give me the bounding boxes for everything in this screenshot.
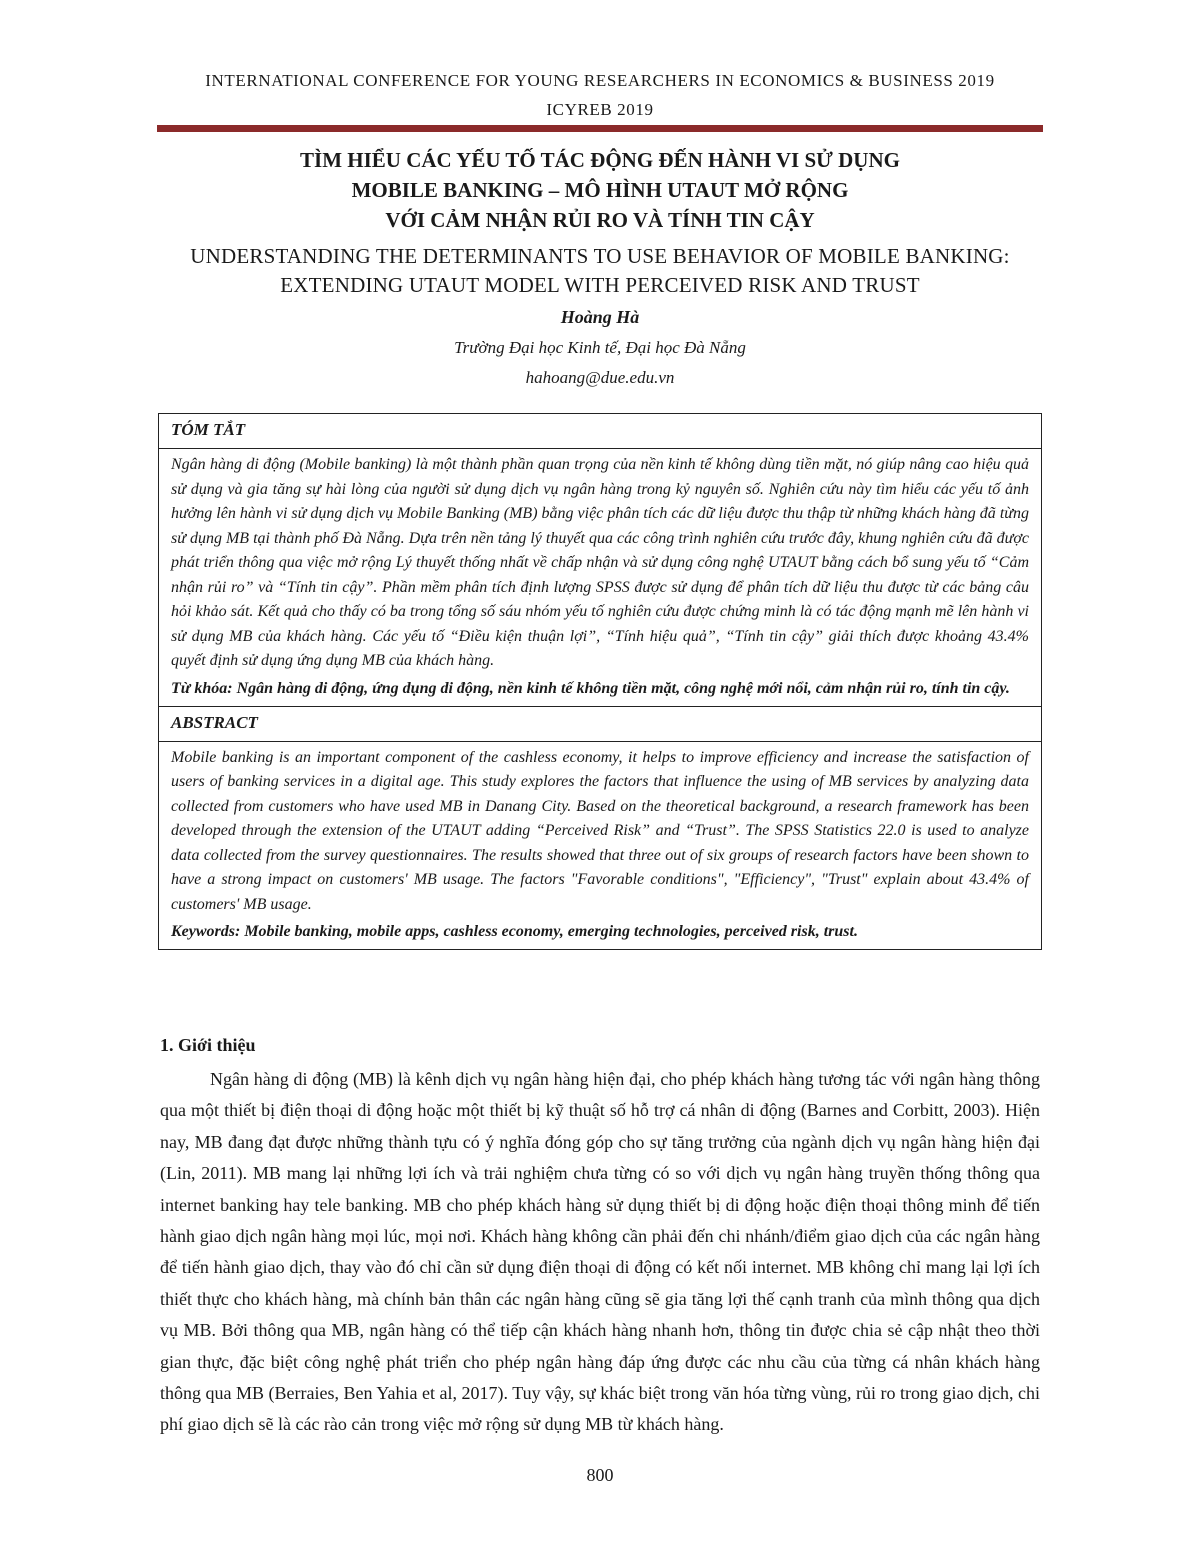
title-vietnamese: [0, 145, 1200, 235]
section-1-paragraph: Ngân hàng di động (MB) là kênh dịch vụ ngân hàng hiện đại, cho phép khách hàng tương tác với ngân hàng thông qua một thiết bị điện thoại di động hoặc một thiết bị kỹ thuật số hỗ trợ cá nhân di động (Barnes and Corbitt, 2003). Hiện nay, MB đang đạt được những thành tựu có ý nghĩa đóng góp cho sự tăng trưởng của ngành dịch vụ ngân hàng hiện đại (Lin, 2011). MB mang lại những lợi ích và trải nghiệm chưa từng có so với dịch vụ ngân hàng truyền thống thông qua internet banking hay tele banking. MB cho phép khách hàng sử dụng thiết bị di động hoặc điện thoại thông minh để tiến hành giao dịch ngân hàng mọi lúc, mọi nơi. Khách hàng không cần phải đến chi nhánh/điểm giao dịch của các ngân hàng để tiến hành giao dịch, thay vào đó chỉ cần sử dụng điện thoại di động có kết nối internet. MB không chỉ mang lại lợi ích thiết thực cho khách hàng, mà chính bản thân các ngân hàng cũng sẽ gia tăng lợi thế cạnh tranh của mình thông qua dịch vụ MB. Bởi thông qua MB, ngân hàng có thể tiếp cận khách hàng nhanh hơn, thông tin được chia sẻ cập nhật theo thời gian thực, đặc biệt công nghệ phát triển cho phép ngân hàng đáp ứng được các nhu cầu của từng cá nhân khách hàng thông qua MB (Berraies, Ben Yahia et al, 2017). Tuy vậy, sự khác biệt trong văn hóa từng vùng, rủi ro trong giao dịch, chi phí giao dịch sẽ là các rào cản trong việc mở rộng sử dụng MB từ khách hàng.: [160, 1069, 1040, 1435]
summary-heading: TÓM TẮT: [159, 414, 1041, 449]
header-rule: [157, 125, 1043, 132]
author-affiliation: Trường Đại học Kinh tế, Đại học Đà Nẵng: [454, 338, 746, 357]
page-number: 800: [586, 1465, 614, 1485]
conference-name: INTERNATIONAL CONFERENCE FOR YOUNG RESEARCHERS IN ECONOMICS & BUSINESS 2019: [205, 71, 995, 90]
abstract-body: [159, 742, 1041, 950]
title-vn-line-2: MOBILE BANKING – MÔ HÌNH UTAUT MỞ RỘNG: [351, 178, 849, 202]
conference-acronym: ICYREB 2019: [546, 100, 654, 119]
title-vn-line-1: TÌM HIỂU CÁC YẾU TỐ TÁC ĐỘNG ĐẾN HÀNH VI SỬ DỤNG: [300, 148, 900, 172]
abstract-heading: ABSTRACT: [159, 706, 1041, 742]
author-email: hahoang@due.edu.vn: [525, 368, 675, 387]
author-name: Hoàng Hà: [560, 307, 640, 327]
title-vn-line-3: VỚI CẢM NHẬN RỦI RO VÀ TÍNH TIN CẬY: [385, 208, 815, 232]
title-english: [0, 242, 1200, 300]
abstract-keywords: Keywords: Mobile banking, mobile apps, cashless economy, emerging technologies, perceived risk, trust.: [171, 923, 858, 940]
summary-text: Ngân hàng di động (Mobile banking) là một thành phần quan trọng của nền kinh tế không dùng tiền mặt, nó giúp nâng cao hiệu quả sử dụng và gia tăng sự hài lòng của người sử dụng dịch vụ ngân hàng trong kỷ nguyên số. Nghiên cứu này tìm hiểu các yếu tố ảnh hưởng lên hành vi sử dụng dịch vụ Mobile Banking (MB) bằng việc phân tích các dữ liệu được thu thập từ những khách hàng đã từng sử dụng MB tại thành phố Đà Nẵng. Dựa trên nền tảng lý thuyết qua các công trình nghiên cứu trước đây, khung nghiên cứu đã được phát triển thông qua việc mở rộng Lý thuyết thống nhất về chấp nhận và sử dụng công nghệ UTAUT bằng cách bổ sung yếu tố “Cảm nhận rủi ro” và “Tính tin cậy”. Phần mềm phân tích định lượng SPSS được sử dụng để phân tích dữ liệu thu được từ các bảng câu hỏi khảo sát. Kết quả cho thấy có ba trong tổng số sáu nhóm yếu tố nghiên cứu được chứng minh là có tác động mạnh mẽ lên hành vi sử dụng MB của khách hàng. Các yếu tố “Điều kiện thuận lợi”, “Tính hiệu quả”, “Tính tin cậy” giải thích được khoảng 43.4% quyết định sử dụng ứng dụng MB của khách hàng.: [171, 456, 1029, 669]
summary-keywords: Từ khóa: Ngân hàng di động, ứng dụng di động, nền kinh tế không tiền mặt, công nghệ mới nổi, cảm nhận rủi ro, tính tin cậy.: [171, 679, 1010, 697]
abstract-text: Mobile banking is an important component of the cashless economy, it helps to improve efficiency and increase the satisfaction of users of banking services in a digital age. This study explores the factors that influence the using of MB services by analyzing data collected from customers who have used MB in Danang City. Based on the theoretical background, a research framework has been developed through the extension of the UTAUT adding “Perceived Risk” and “Trust”. The SPSS Statistics 22.0 is used to analyze data collected from the survey questionnaires. The results showed that three out of six groups of research factors have been shown to have a strong impact on customers' MB usage. The factors "Favorable conditions", "Efficiency", "Trust" explain about 43.4% of customers' MB usage.: [171, 748, 1029, 913]
title-en-line-1: UNDERSTANDING THE DETERMINANTS TO USE BEHAVIOR OF MOBILE BANKING:: [190, 244, 1010, 268]
abstract-box: [158, 413, 1042, 950]
section-1-heading: 1. Giới thiệu: [160, 1035, 256, 1055]
title-en-line-2: EXTENDING UTAUT MODEL WITH PERCEIVED RISK AND TRUST: [280, 273, 920, 297]
summary-body: [159, 449, 1041, 706]
